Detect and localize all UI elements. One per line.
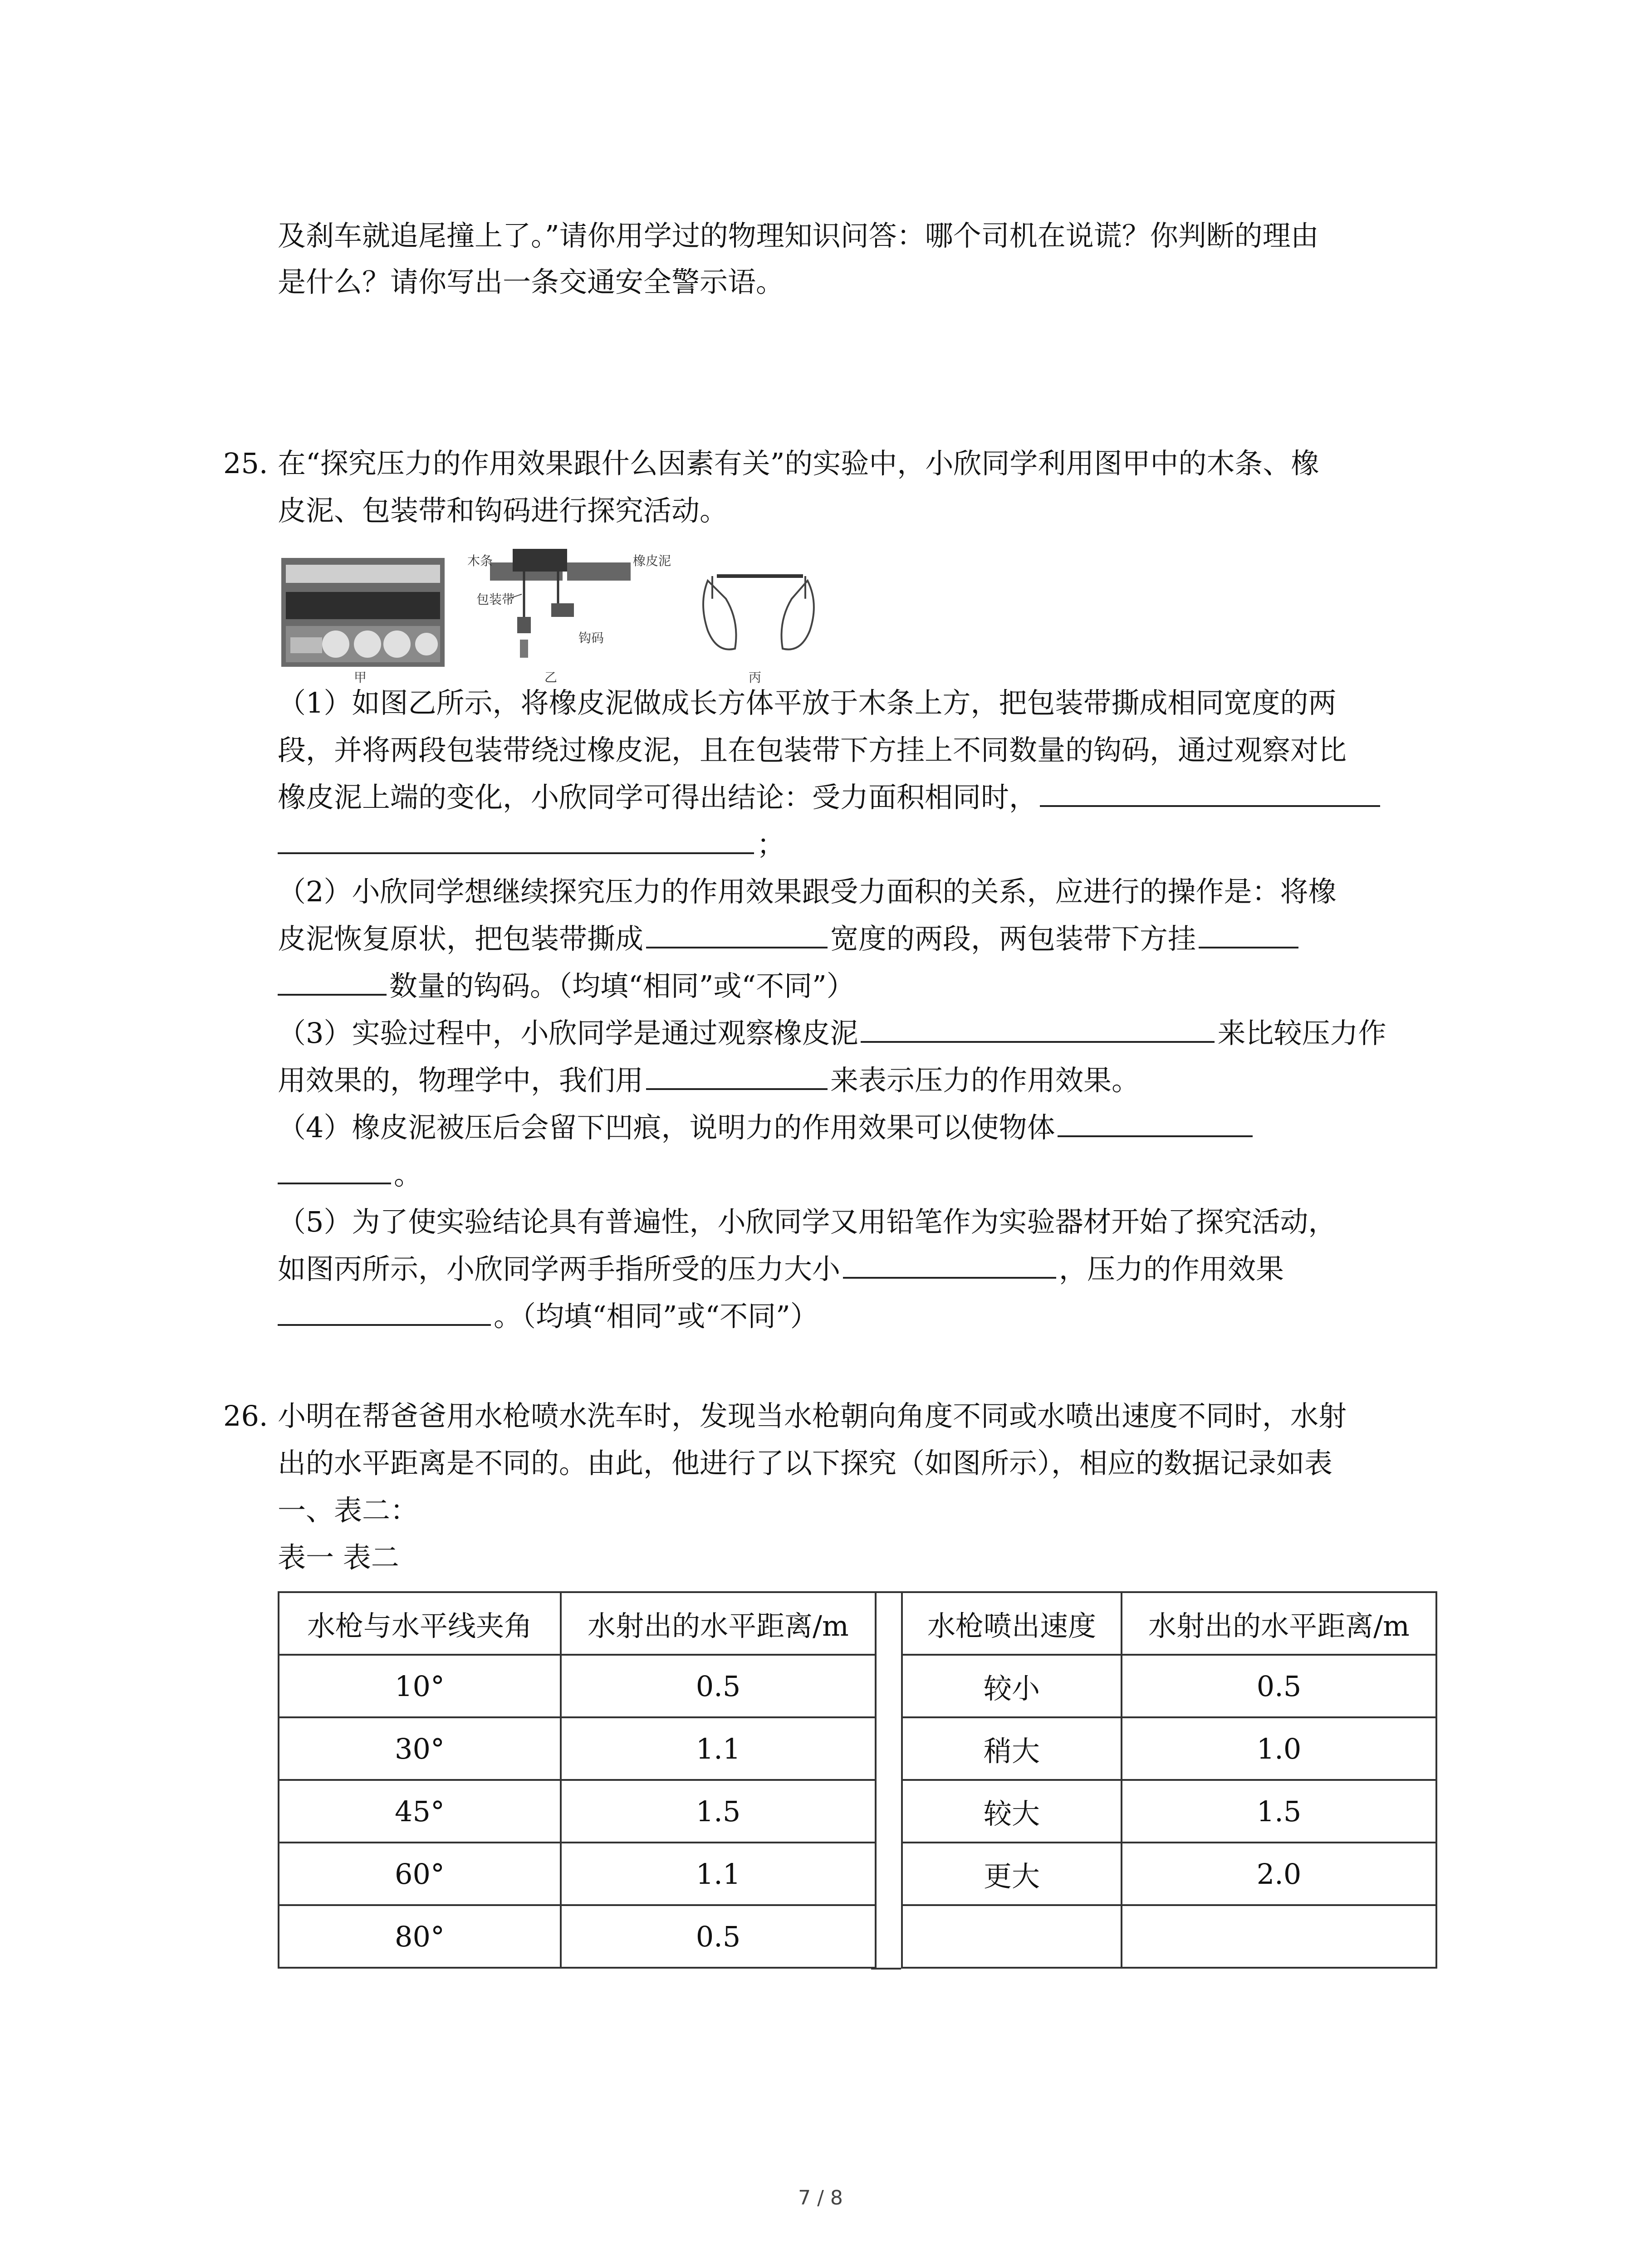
figure-label-mutiao: 木条 bbox=[467, 553, 493, 568]
table-two bbox=[901, 1591, 1437, 1969]
table-row bbox=[279, 1905, 876, 1968]
table-one-header-cell: 水枪与水平线夹角 bbox=[279, 1592, 561, 1655]
q25-p2-blank-2b[interactable] bbox=[278, 968, 387, 996]
q25-intro-2: 皮泥、包装带和钩码进行探究活动。 bbox=[278, 494, 728, 527]
q26-intro-1: 小明在帮爸爸用水枪喷水洗车时，发现当水枪朝向角度不同或水喷出速度不同时，水射 bbox=[278, 1399, 1347, 1432]
q26-number: 26. bbox=[223, 1399, 268, 1432]
table-row bbox=[902, 1780, 1436, 1843]
table-one-header bbox=[279, 1592, 876, 1655]
table-two-header-cell: 水射出的水平距离/m bbox=[1122, 1592, 1436, 1655]
figure-bing-diagram bbox=[690, 549, 826, 680]
table-cell: 稍大 bbox=[902, 1717, 1122, 1780]
table-cell: 1.1 bbox=[561, 1717, 876, 1780]
q25-p1-line-3 bbox=[278, 779, 1383, 816]
table-cell: 0.5 bbox=[561, 1905, 876, 1968]
q25-p3-text-d: 来表示压力的作用效果。 bbox=[830, 1064, 1140, 1097]
q25-p1-end: ； bbox=[757, 828, 785, 861]
q25-p4-line-1 bbox=[278, 1110, 1255, 1146]
table-one bbox=[278, 1591, 877, 1969]
q25-p5-line-1: （5）为了使实验结论具有普遍性，小欣同学又用铅笔作为实验器材开始了探究活动， bbox=[278, 1205, 1337, 1238]
q25-p3-text-c: 用效果的，物理学中，我们用 bbox=[278, 1064, 644, 1097]
table-row bbox=[279, 1655, 876, 1717]
q25-p3-text-b: 来比较压力作 bbox=[1217, 1017, 1386, 1050]
q25-p1-line-2: 段，并将两段包装带绕过橡皮泥，且在包装带下方挂上不同数量的钩码，通过观察对比 bbox=[278, 733, 1347, 767]
figure-jia-photo bbox=[281, 549, 445, 680]
table-caption: 表一 表二 bbox=[278, 1541, 399, 1574]
q25-p2-line-3 bbox=[278, 968, 855, 1004]
q24-line-2: 是什么？请你写出一条交通安全警示语。 bbox=[278, 265, 784, 298]
table-cell: 1.5 bbox=[1122, 1780, 1436, 1843]
table-cell: 1.5 bbox=[561, 1780, 876, 1843]
table-cell: 1.1 bbox=[561, 1843, 876, 1905]
q25-intro-1: 在“探究压力的作用效果跟什么因素有关”的实验中，小欣同学利用图甲中的木条、橡 bbox=[278, 447, 1319, 480]
q25-p5-line-2 bbox=[278, 1251, 1284, 1287]
q25-p1-line-4 bbox=[278, 826, 785, 863]
table-cell: 1.0 bbox=[1122, 1717, 1436, 1780]
q25-p4-blank-1[interactable] bbox=[1058, 1110, 1253, 1137]
q26-intro-2: 出的水平距离是不同的。由此，他进行了以下探究（如图所示），相应的数据记录如表 bbox=[278, 1447, 1333, 1480]
table-cell: 较小 bbox=[902, 1655, 1122, 1717]
q25-p4-text: （4）橡皮泥被压后会留下凹痕，说明力的作用效果可以使物体 bbox=[278, 1111, 1055, 1144]
figure-label-bing: 丙 bbox=[749, 670, 762, 685]
q25-p2-blank-1[interactable] bbox=[646, 921, 828, 948]
table-one-header-cell: 水射出的水平距离/m bbox=[561, 1592, 876, 1655]
q25-p4-line-2 bbox=[278, 1157, 422, 1193]
q24-line-1: 及刹车就追尾撞上了。”请你用学过的物理知识问答：哪个司机在说谎？你判断的理由 bbox=[278, 219, 1319, 252]
q25-p3-line-2 bbox=[278, 1062, 1140, 1099]
figure-label-jia: 甲 bbox=[354, 670, 367, 685]
q25-p1-text: 橡皮泥上端的变化，小欣同学可得出结论：受力面积相同时， bbox=[278, 781, 1038, 814]
q25-p2-text-b: 宽度的两段，两包装带下方挂 bbox=[830, 922, 1196, 955]
q25-p5-end: 。（均填“相同”或“不同”） bbox=[494, 1300, 818, 1333]
table-row bbox=[902, 1717, 1436, 1780]
table-two-header-cell: 水枪喷出速度 bbox=[902, 1592, 1122, 1655]
q25-p3-line-1 bbox=[278, 1015, 1386, 1051]
figure-label-baozhuangdai: 包装带 bbox=[476, 592, 515, 607]
table-cell: 10° bbox=[279, 1655, 561, 1717]
q25-p3-blank-2[interactable] bbox=[646, 1063, 828, 1090]
q25-p5-blank-2[interactable] bbox=[278, 1299, 491, 1326]
table-row bbox=[902, 1843, 1436, 1905]
table-two-header bbox=[902, 1592, 1436, 1655]
q25-number: 25. bbox=[223, 447, 268, 480]
figure-jia bbox=[281, 549, 445, 685]
q25-p2-line-2 bbox=[278, 921, 1301, 957]
table-cell: 0.5 bbox=[1122, 1655, 1436, 1717]
figure-yi bbox=[467, 549, 690, 685]
table-cell: 30° bbox=[279, 1717, 561, 1780]
q25-p5-blank-1[interactable] bbox=[843, 1251, 1056, 1279]
table-gap bbox=[871, 1591, 901, 1970]
q25-p3-blank-1[interactable] bbox=[861, 1016, 1215, 1043]
figure-label-xiangpini: 橡皮泥 bbox=[633, 553, 671, 568]
q25-p2-blank-2a[interactable] bbox=[1199, 921, 1298, 948]
table-row bbox=[902, 1655, 1436, 1717]
table-cell: 80° bbox=[279, 1905, 561, 1968]
q26-intro-3: 一、表二： bbox=[278, 1494, 419, 1527]
table-row bbox=[902, 1905, 1436, 1968]
table-row bbox=[279, 1780, 876, 1843]
q25-p5-text-b: ，压力的作用效果 bbox=[1059, 1252, 1284, 1286]
q25-p5-text-a: 如图丙所示，小欣同学两手指所受的压力大小 bbox=[278, 1252, 841, 1286]
table-cell: 0.5 bbox=[561, 1655, 876, 1717]
figure-label-yi: 乙 bbox=[544, 670, 558, 685]
table-row bbox=[279, 1717, 876, 1780]
table-cell bbox=[902, 1905, 1122, 1968]
table-cell: 45° bbox=[279, 1780, 561, 1843]
q25-p5-line-3 bbox=[278, 1298, 818, 1334]
table-cell: 2.0 bbox=[1122, 1843, 1436, 1905]
figure-label-gouma: 钩码 bbox=[578, 631, 604, 645]
figure-bing bbox=[690, 549, 826, 685]
q25-p1-line-1: （1）如图乙所示，将橡皮泥做成长方体平放于木条上方，把包装带撕成相同宽度的两 bbox=[278, 686, 1337, 719]
table-cell: 更大 bbox=[902, 1843, 1122, 1905]
table-cell bbox=[1122, 1905, 1436, 1968]
q25-p2-text-a: 皮泥恢复原状，把包装带撕成 bbox=[278, 922, 644, 955]
q25-p2-line-1: （2）小欣同学想继续探究压力的作用效果跟受力面积的关系，应进行的操作是：将橡 bbox=[278, 875, 1337, 908]
q25-p3-text-a: （3）实验过程中，小欣同学是通过观察橡皮泥 bbox=[278, 1017, 858, 1050]
table-row bbox=[279, 1843, 876, 1905]
q25-p2-text-c: 数量的钩码。（均填“相同”或“不同”） bbox=[389, 969, 855, 1002]
q25-p4-end: 。 bbox=[394, 1158, 422, 1191]
table-cell: 60° bbox=[279, 1843, 561, 1905]
table-cell: 较大 bbox=[902, 1780, 1122, 1843]
q25-p1-blank-2[interactable] bbox=[278, 827, 754, 854]
q25-p1-blank-1[interactable] bbox=[1040, 780, 1380, 807]
q25-p4-blank-2[interactable] bbox=[278, 1157, 391, 1184]
page-number: 7 / 8 bbox=[798, 2186, 843, 2209]
